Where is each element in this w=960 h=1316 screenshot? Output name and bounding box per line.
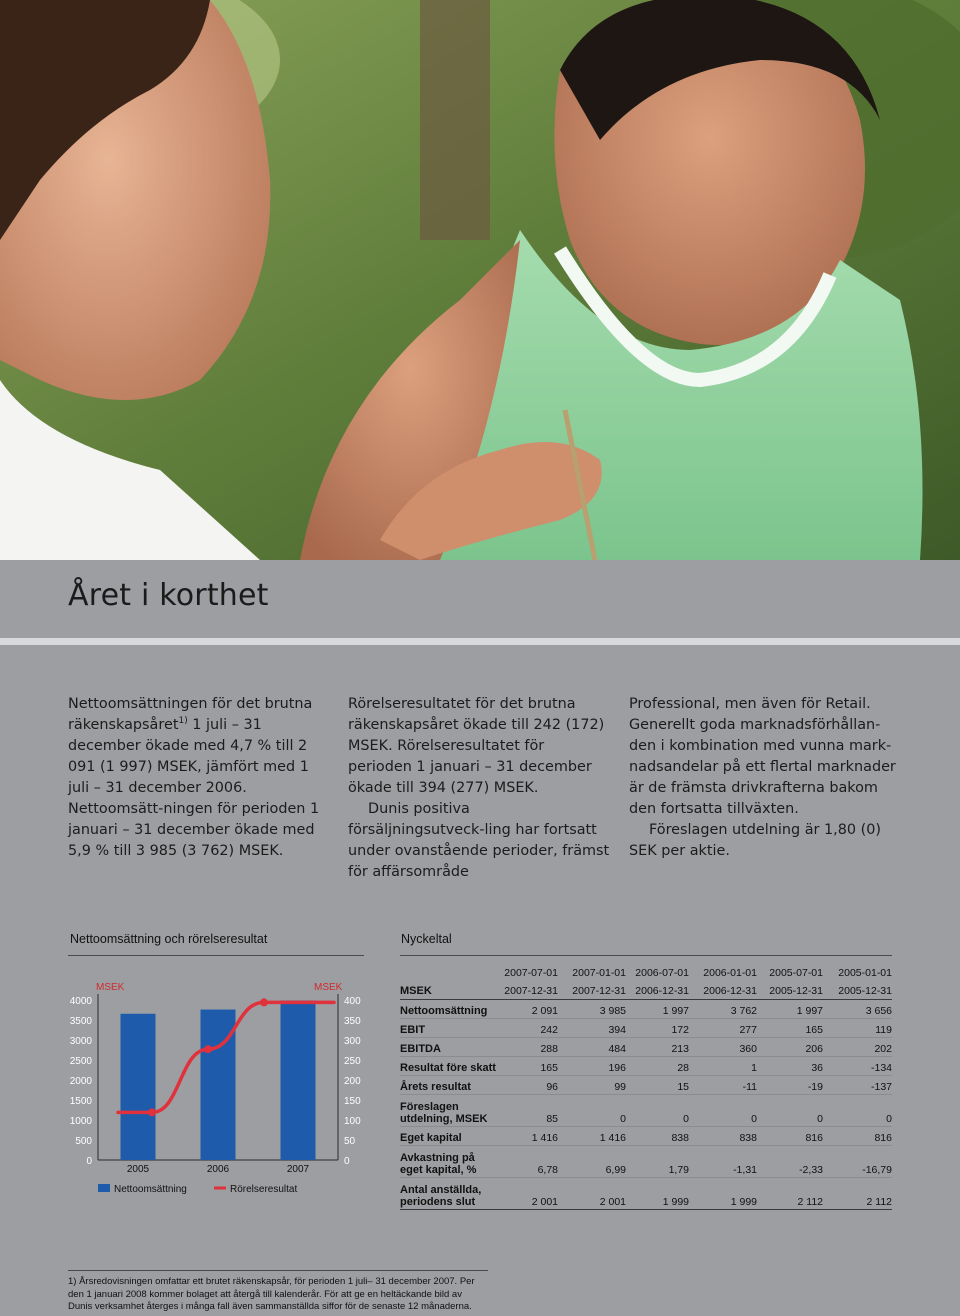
right-tick-label: 0 [344, 1156, 350, 1167]
table-unit-label: MSEK [400, 979, 498, 1000]
cell-value: 1 999 [626, 1178, 689, 1210]
intro-column-1 [68, 694, 330, 862]
cell-value: 196 [558, 1057, 626, 1076]
divider [0, 638, 960, 645]
row-label: Eget kapital [400, 1127, 498, 1146]
left-tick-label: 3000 [69, 1036, 92, 1047]
footnote-marker: 1) [178, 716, 188, 727]
cell-value: 2 112 [757, 1178, 823, 1210]
right-tick-label: 300 [344, 1036, 361, 1047]
cell-value: 0 [689, 1095, 757, 1127]
intro-col3-paragraph-2: Föreslagen utdelning är 1,80 (0) SEK per aktie. [629, 822, 882, 859]
period-to: 2006-12-31 [689, 979, 757, 1000]
right-tick-label: 50 [344, 1136, 356, 1147]
table-row [400, 1095, 892, 1127]
legend-label-line: Rörelseresultat [230, 1184, 298, 1195]
left-tick-label: 1000 [69, 1116, 92, 1127]
cell-value: 28 [626, 1057, 689, 1076]
cell-value: 838 [626, 1127, 689, 1146]
intro-column-2 [348, 694, 610, 883]
cell-value: 85 [498, 1095, 558, 1127]
left-tick-label: 1500 [69, 1096, 92, 1107]
cell-value: -16,79 [823, 1146, 892, 1178]
table-row [400, 1076, 892, 1095]
line-point [204, 1045, 212, 1053]
table-row [400, 1178, 892, 1210]
cell-value: 2 001 [558, 1178, 626, 1210]
title-band [0, 560, 960, 638]
cell-value: 119 [823, 1019, 892, 1038]
legend-label-bar: Nettoomsättning [114, 1184, 187, 1195]
intro-col1-text-b: 1 juli – 31 december ökade med 4,7 % till 2 091 (1 997) MSEK, jämfört med 1 juli – 31 december 2006. Nettoomsätt-ningen för perioden 1 januari – 31 december ökade med 5,9 % till 3 985 (3 762) MSEK. [68, 717, 320, 859]
left-tick-label: 4000 [69, 996, 92, 1007]
intro-column-3 [629, 694, 899, 862]
cell-value: 816 [823, 1127, 892, 1146]
cell-value: 3 985 [558, 1000, 626, 1019]
right-tick-label: 250 [344, 1056, 361, 1067]
cell-value: 36 [757, 1057, 823, 1076]
cell-value: 1 997 [757, 1000, 823, 1019]
period-to: 2005-12-31 [757, 979, 823, 1000]
cell-value: 2 112 [823, 1178, 892, 1210]
table-row [400, 1146, 892, 1178]
cell-value: 206 [757, 1038, 823, 1057]
table-row [400, 1038, 892, 1057]
period-from: 2006-07-01 [635, 967, 689, 979]
cell-value: 1 416 [498, 1127, 558, 1146]
hero-photo-illustration [0, 0, 960, 560]
x-tick-label: 2005 [126, 1164, 150, 1175]
footnote [68, 1270, 488, 1314]
row-label: Årets resultat [400, 1076, 498, 1095]
cell-value: 277 [689, 1019, 757, 1038]
table-row [400, 1057, 892, 1076]
row-label: Nettoomsättning [400, 1000, 498, 1019]
page-title: Året i korthet [68, 578, 269, 613]
cell-value: 202 [823, 1038, 892, 1057]
cell-value: -19 [757, 1076, 823, 1095]
period-from: 2007-07-01 [504, 967, 558, 979]
bar-nettoomsattning [281, 1001, 316, 1160]
cell-value: 6,99 [558, 1146, 626, 1178]
cell-value: 1 [689, 1057, 757, 1076]
line-point [148, 1108, 156, 1116]
table-row [400, 1000, 892, 1019]
hero-photo [0, 0, 960, 560]
cell-value: 213 [626, 1038, 689, 1057]
row-label: Avkastning på eget kapital, % [400, 1146, 498, 1178]
right-tick-label: 200 [344, 1076, 361, 1087]
table-row [400, 1019, 892, 1038]
bar-nettoomsattning [121, 1014, 156, 1160]
intro-col3-paragraph-1: Professional, men även för Retail. Generellt goda marknadsförhållan-den i kombination med vunna mark-nadsandelar på ett flertal marknader är de främsta drivkrafterna bakom den fortsatta tillväxten. [629, 696, 896, 817]
table-header-row-to [400, 979, 892, 1000]
row-label: Resultat före skatt [400, 1057, 498, 1076]
right-tick-label: 350 [344, 1016, 361, 1027]
left-tick-label: 3500 [69, 1016, 92, 1027]
cell-value: 394 [558, 1019, 626, 1038]
cell-value: 0 [823, 1095, 892, 1127]
period-from: 2005-01-01 [838, 967, 892, 979]
period-to: 2007-12-31 [498, 979, 558, 1000]
cell-value: 360 [689, 1038, 757, 1057]
cell-value: 1,79 [626, 1146, 689, 1178]
cell-value: 0 [626, 1095, 689, 1127]
period-from: 2006-01-01 [703, 967, 757, 979]
period-to: 2007-12-31 [558, 979, 626, 1000]
footnote-text: 1) Årsredovisningen omfattar ett brutet räkenskapsår, för perioden 1 juli– 31 december 2007. Per den 1 januari 2008 kommer bolaget att återgå till kalenderår. För att ge en heltäckande bild av Dunis verksamhet återges i många fall även sammanställda siffor för de senaste 12 månaderna. [68, 1276, 475, 1312]
cell-value: 3 656 [823, 1000, 892, 1019]
table-row [400, 1127, 892, 1146]
table-section-rule [400, 955, 892, 956]
key-figures-table [400, 963, 892, 1210]
cell-value: 6,78 [498, 1146, 558, 1178]
cell-value: 816 [757, 1127, 823, 1146]
row-label: EBITDA [400, 1038, 498, 1057]
cell-value: -137 [823, 1076, 892, 1095]
period-from: 2005-07-01 [769, 967, 823, 979]
intro-col2-paragraph-2: Dunis positiva försäljningsutveck-ling har fortsatt under ovanstående perioder, främst för affärsområde [348, 801, 610, 880]
cell-value: 1 999 [689, 1178, 757, 1210]
cell-value: -1,31 [689, 1146, 757, 1178]
right-tick-label: 400 [344, 996, 361, 1007]
right-tick-label: 100 [344, 1116, 361, 1127]
cell-value: -2,33 [757, 1146, 823, 1178]
row-label: Antal anställda, periodens slut [400, 1178, 498, 1210]
table-section-title: Nyckeltal [401, 932, 452, 946]
line-point [260, 998, 268, 1006]
cell-value: 2 001 [498, 1178, 558, 1210]
cell-value: 2 091 [498, 1000, 558, 1019]
cell-value: 484 [558, 1038, 626, 1057]
period-from: 2007-01-01 [572, 967, 626, 979]
cell-value: 165 [757, 1019, 823, 1038]
x-tick-label: 2007 [286, 1164, 310, 1175]
row-label: EBIT [400, 1019, 498, 1038]
legend-swatch-bar [98, 1184, 110, 1192]
cell-value: 1 416 [558, 1127, 626, 1146]
cell-value: 172 [626, 1019, 689, 1038]
x-tick-label: 2006 [206, 1164, 230, 1175]
cell-value: -11 [689, 1076, 757, 1095]
cell-value: 15 [626, 1076, 689, 1095]
left-axis-unit: MSEK [96, 982, 125, 993]
cell-value: 0 [757, 1095, 823, 1127]
cell-value: 838 [689, 1127, 757, 1146]
period-to: 2006-12-31 [626, 979, 689, 1000]
chart-section-title: Nettoomsättning och rörelseresultat [70, 932, 268, 946]
cell-value: 0 [558, 1095, 626, 1127]
left-tick-label: 0 [86, 1156, 92, 1167]
table-header-row-from [400, 963, 892, 979]
intro-col1-paragraph [68, 694, 330, 862]
chart-svg [68, 970, 368, 1210]
chart-section-rule [68, 955, 364, 956]
intro-col2-paragraph-1: Rörelseresultatet för det brutna räkenskapsåret ökade till 242 (172) MSEK. Rörelseresultatet för perioden 1 januari – 31 december ökade till 394 (277) MSEK. [348, 696, 605, 796]
cell-value: 1 997 [626, 1000, 689, 1019]
period-to: 2005-12-31 [823, 979, 892, 1000]
left-tick-label: 500 [75, 1136, 92, 1147]
cell-value: -134 [823, 1057, 892, 1076]
cell-value: 242 [498, 1019, 558, 1038]
cell-value: 3 762 [689, 1000, 757, 1019]
revenue-ebit-chart [68, 970, 368, 1210]
left-tick-label: 2500 [69, 1056, 92, 1067]
cell-value: 99 [558, 1076, 626, 1095]
cell-value: 165 [498, 1057, 558, 1076]
right-axis-unit: MSEK [314, 982, 343, 993]
cell-value: 96 [498, 1076, 558, 1095]
right-tick-label: 150 [344, 1096, 361, 1107]
intro-col1-text-a: Nettoomsättningen för det brutna räkenskapsåret [68, 696, 313, 733]
cell-value: 288 [498, 1038, 558, 1057]
left-tick-label: 2000 [69, 1076, 92, 1087]
row-label: Föreslagen utdelning, MSEK [400, 1095, 498, 1127]
